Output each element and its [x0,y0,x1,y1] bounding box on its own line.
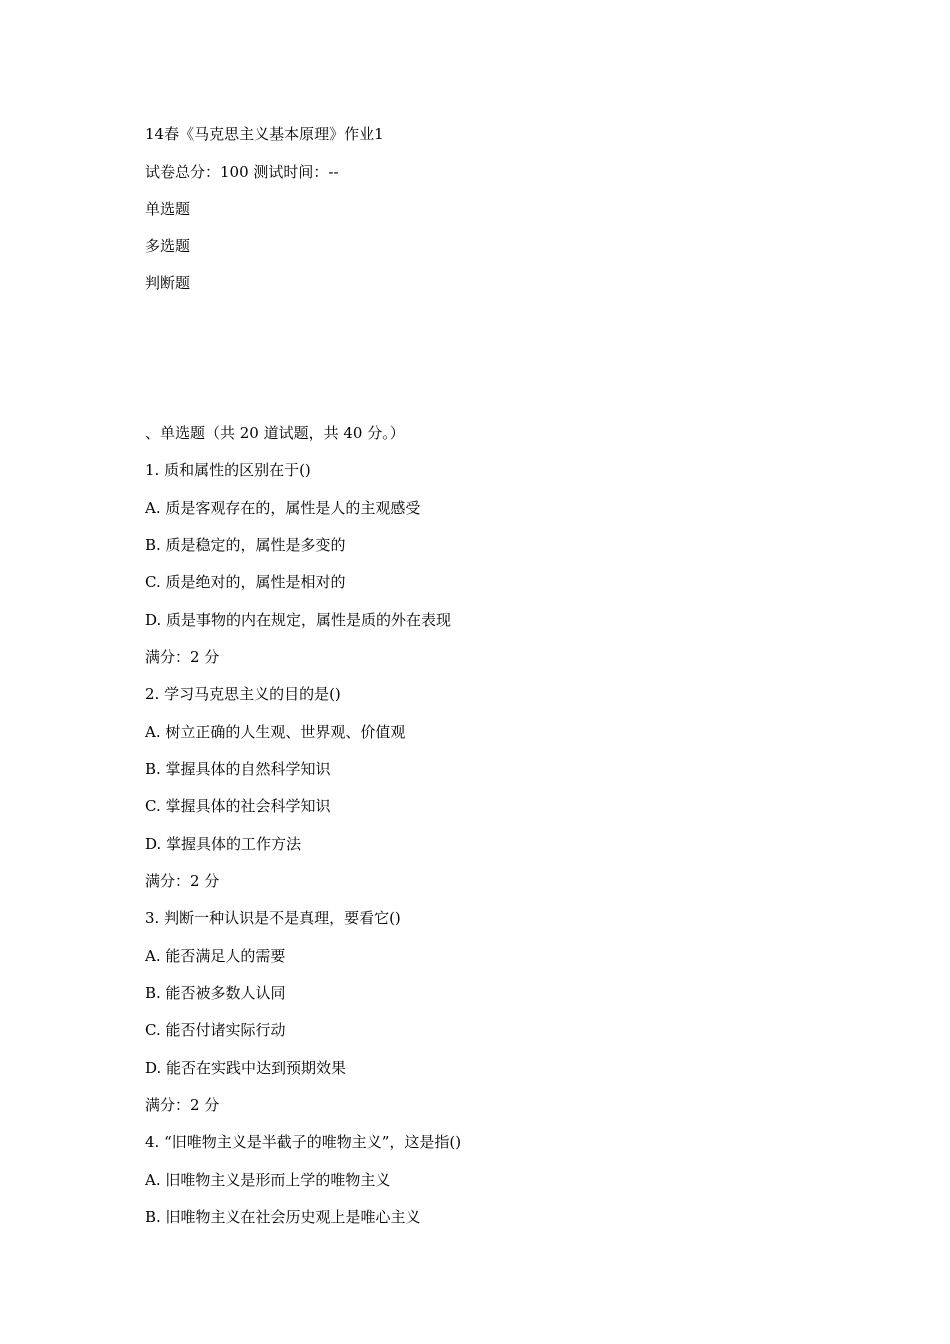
section-link-single-choice[interactable]: 单选题 [145,200,191,218]
option-item: A. 旧唯物主义是形而上学的唯物主义 [145,1171,391,1189]
option-item: B. 质是稳定的，属性是多变的 [145,536,346,554]
question-score: 满分：2 分 [145,872,220,890]
question-stem: 3. 判断一种认识是不是真理，要看它() [145,909,401,927]
question-score: 满分：2 分 [145,648,220,666]
option-item: D. 能否在实践中达到预期效果 [145,1059,347,1077]
section-heading: 、单选题（共 20 道试题，共 40 分。） [145,424,405,442]
section-link-true-false[interactable]: 判断题 [145,274,191,292]
section-link-multiple-choice[interactable]: 多选题 [145,237,191,255]
option-item: A. 树立正确的人生观、世界观、价值观 [145,723,406,741]
exam-meta: 试卷总分：100 测试时间：-- [145,163,339,181]
question-stem: 1. 质和属性的区别在于() [145,461,311,479]
question-stem: 4. “旧唯物主义是半截子的唯物主义”，这是指() [145,1133,462,1151]
question-score: 满分：2 分 [145,1096,220,1114]
option-item: C. 掌握具体的社会科学知识 [145,797,331,815]
option-item: B. 能否被多数人认同 [145,984,286,1002]
option-item: B. 旧唯物主义在社会历史观上是唯心主义 [145,1208,421,1226]
question-stem: 2. 学习马克思主义的目的是() [145,685,341,703]
document-title: 14春《马克思主义基本原理》作业1 [145,125,384,143]
option-item: A. 质是客观存在的，属性是人的主观感受 [145,499,421,517]
option-item: D. 掌握具体的工作方法 [145,835,302,853]
option-item: D. 质是事物的内在规定，属性是质的外在表现 [145,611,452,629]
option-item: A. 能否满足人的需要 [145,947,286,965]
option-item: C. 能否付诸实际行动 [145,1021,286,1039]
option-item: B. 掌握具体的自然科学知识 [145,760,331,778]
option-item: C. 质是绝对的，属性是相对的 [145,573,346,591]
